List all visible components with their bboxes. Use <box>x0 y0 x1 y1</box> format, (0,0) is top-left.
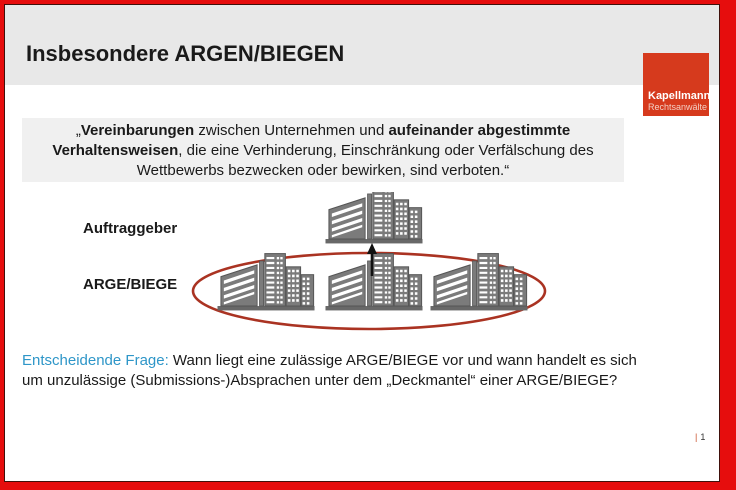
page-footer <box>695 432 705 442</box>
office-building-icon <box>325 192 422 243</box>
quote-text-2: , die eine Verhinderung, Einschränkung oder Verfälschung des Wettbewerbs bezwecken oder bewirken, sind verboten.“ <box>136 142 594 179</box>
office-building-icon <box>325 254 422 311</box>
quote-bold-2: aufeinander abgestimmte Verhaltensweisen <box>52 122 571 159</box>
quote-open: „ <box>75 122 81 139</box>
label-auftraggeber: Auftraggeber <box>83 220 178 237</box>
logo-name: Kapellmann <box>648 90 711 102</box>
page-title: Insbesondere ARGEN/BIEGEN <box>26 41 345 66</box>
office-building-icon <box>217 254 314 311</box>
page-number: 1 <box>700 432 706 442</box>
office-building-icon <box>430 254 527 311</box>
footer-separator: | <box>695 432 698 442</box>
quote-bold-1: Vereinbarungen <box>80 122 195 139</box>
slide <box>4 4 720 482</box>
law-quote-box <box>22 118 624 182</box>
question-paragraph <box>22 351 642 390</box>
kapellmann-logo <box>643 53 709 116</box>
question-lead: Entscheidende Frage: <box>22 352 169 369</box>
logo-subtitle: Rechtsanwälte <box>648 102 708 112</box>
quote-text-1: zwischen Unternehmen und <box>194 122 389 139</box>
label-arge-biege: ARGE/BIEGE <box>83 276 178 293</box>
arge-diagram <box>180 192 560 342</box>
question-text: Wann liegt eine zulässige ARGE/BIEGE vor und wann handelt es sich um unzulässige (Submissions-)Absprachen unter dem „Deckmantel“ einer ARGE/BIEGE? <box>22 352 637 389</box>
